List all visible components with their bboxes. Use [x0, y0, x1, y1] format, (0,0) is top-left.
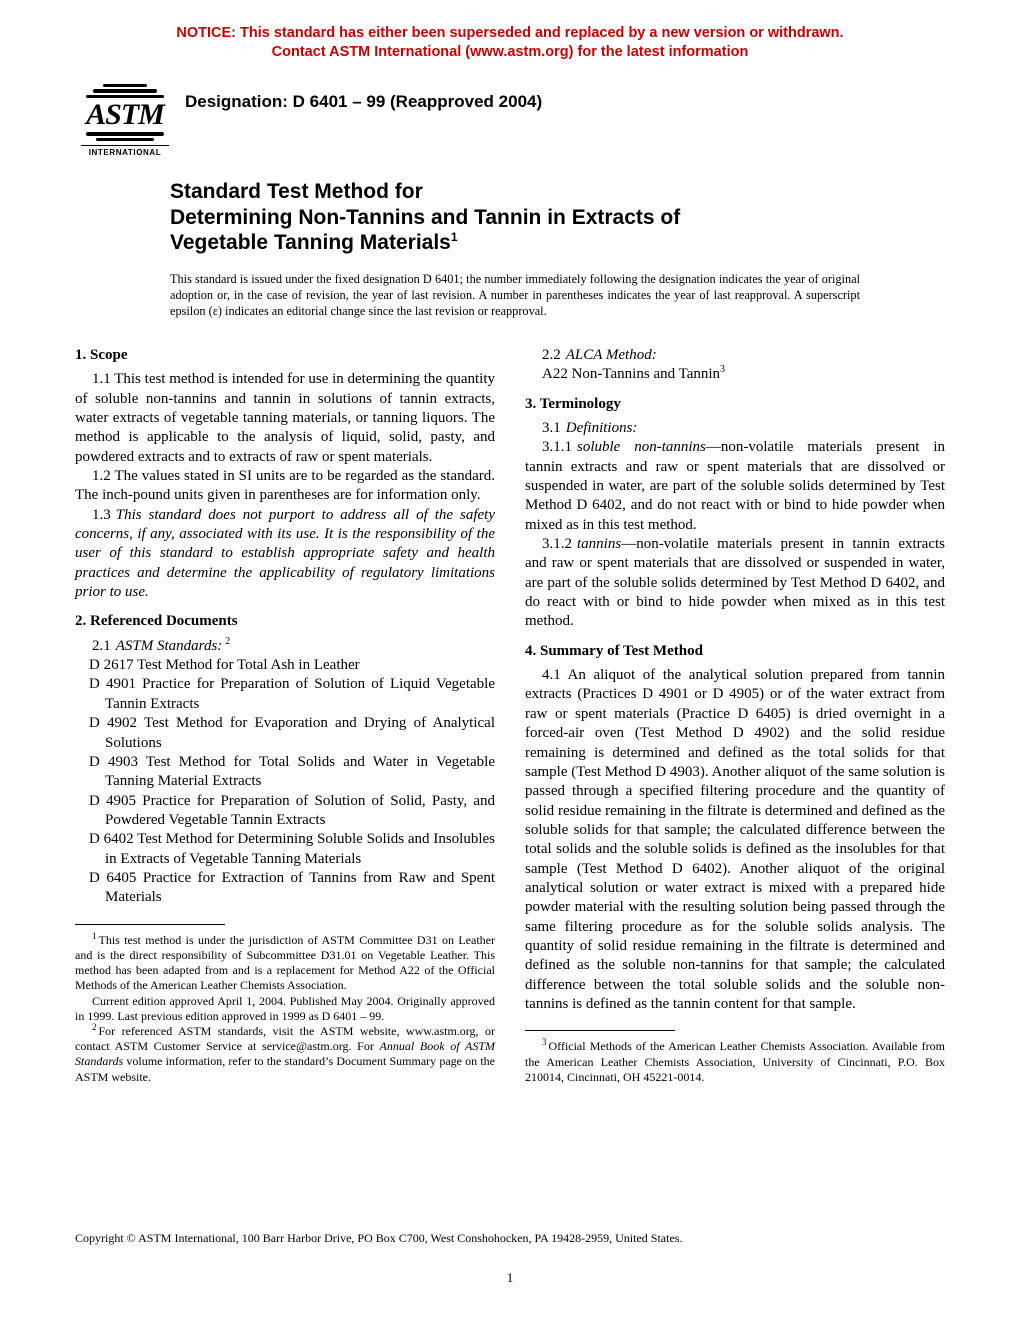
list-item: D 4902 Test Method for Evaporation and Drying of Analytical Solutions [89, 715, 495, 751]
copyright-line: Copyright © ASTM International, 100 Barr Harbor Drive, PO Box C700, West Conshohocken, PA 19428-2959, United States. [75, 1231, 683, 1245]
astm-logo [81, 82, 169, 158]
definition-tannins [525, 535, 945, 632]
document-header [75, 82, 945, 158]
paragraph-2-2 [525, 346, 945, 365]
footnote-edition-text: Current edition approved April 1, 2004. Published May 2004. Originally approved in 1999. Last previous edition approved in 1999 as D 6401 – 99. [75, 993, 495, 1023]
footnote-marker-1: 1 [92, 930, 97, 941]
list-item: D 4905 Practice for Preparation of Solution of Solid, Pasty, and Powdered Vegetable Tannin Extracts [89, 792, 495, 828]
definition-soluble-non-tannins [525, 438, 945, 535]
list-item: D 6405 Practice for Extraction of Tannins from Raw and Spent Materials [89, 869, 495, 906]
title-line2: Determining Non-Tannins and Tannin in Extracts of [170, 205, 681, 229]
notice-line1: NOTICE: This standard has either been superseded and replaced by a new version or withdrawn. [176, 25, 844, 41]
supersession-notice [75, 24, 945, 62]
footnote-divider [75, 924, 225, 925]
alca-item-text: A22 Non-Tannins and Tannin [542, 366, 721, 383]
paragraph-number: 1.3 [92, 506, 111, 523]
issued-note: This standard is issued under the fixed designation D 6401; the number immediately following the designation indicates the year of original adoption or, in the case of revision, the year of last revision. A number in parentheses indicates the year of last reapproval. A superscript epsilon (ε) indicates an editorial change since the last revision or reapproval. [170, 272, 860, 318]
astm-standards-list [75, 656, 495, 907]
section-heading-terminology: 3. Terminology [525, 395, 621, 412]
document-title [170, 179, 945, 256]
footnote-1-text: This test method is under the jurisdiction of ASTM Committee D31 on Leather and is the direct responsibility of Subcommittee D31.01 on Vegetable Leather. This method has been adapted from and is a replacement for Method A22 of the Official Methods of the American Leather Chemists Association. [75, 932, 495, 993]
footnote-divider [525, 1030, 675, 1031]
notice-line2: Contact ASTM International (www.astm.org) for the latest information [271, 43, 749, 60]
page-number: 1 [506, 1270, 514, 1285]
footnote-3-text: Official Methods of the American Leather Chemists Association. Available from the American Leather Chemists Association, University of Cincinnati, P.O. Box 210014, Cincinnati, OH 45221-0014. [525, 1039, 945, 1084]
title-line3 [170, 230, 945, 256]
footnote-ref-3: 3 [720, 364, 726, 376]
defined-term: soluble non-tannins [577, 439, 706, 456]
section-heading-scope: 1. Scope [75, 346, 128, 363]
paragraph-number: 2.2 [542, 346, 561, 363]
list-item: D 2617 Test Method for Total Ash in Leather [89, 657, 360, 674]
paragraph-3-1 [525, 419, 945, 438]
title-line3-text: Vegetable Tanning Materials [170, 231, 451, 255]
footnote-2-text-a: For referenced ASTM standards, visit the ASTM website, www.astm.org, or contact ASTM Customer Service at service@astm.org. For [75, 1024, 495, 1054]
paragraph-number: 3.1 [542, 420, 561, 436]
footnote-1 [75, 930, 495, 994]
paragraph-1-1: 1.1 This test method is intended for use in determining the quantity of soluble non-tannins and tannin in solutions of tannin extracts, water extracts of vegetable tanning materials, or tanning liquors. The method is applicable to the analysis of liquid, solid, pasty, and powdered extracts and to extracts of raw or spent materials. [75, 371, 495, 465]
logo-stripes-top-icon [81, 84, 169, 99]
footnote-edition [75, 994, 495, 1024]
footnote-3 [525, 1039, 945, 1085]
list-item: D 6402 Test Method for Determining Soluble Solids and Insolubles in Extracts of Vegetable Tanning Materials [89, 831, 495, 867]
footnote-marker-3: 3 [542, 1037, 547, 1048]
paragraph-4-1: 4.1 An aliquot of the analytical solution prepared from tannin extracts (Practices D 4901 or D 4905) or of the water extract from raw or spent materials (Practice D 6405) is dried overnight in a forced-air oven (Test Method D 4902) and the solid residue remaining is determined and defined as the total solids for that sample (Test Method D 4903). Another aliquot of the same solution is passed through a specified filtering procedure and the quantity of solid residue remaining in the filtrate is determined and defined as the soluble solids for that sample; the calculated difference between the total solids and the soluble solids is defined as the insolubles for that sample (Test Method D 6402). Another aliquot of the original analytical solution or water extract is mixed with a prepared hide powder material with the resulting solution being passed through the same filtering procedure as for the soluble solids analysis. The quantity of solid residue remaining in the filtrate is determined and defined as the soluble non-tannins for that sample; the calculated difference between the total soluble solids and the soluble non-tannins is defined as the tannin content for that sample. [525, 667, 945, 1012]
right-column [525, 346, 945, 1085]
list-item: D 4901 Practice for Preparation of Solution of Liquid Vegetable Tannin Extracts [89, 676, 495, 712]
logo-subtitle: INTERNATIONAL [81, 145, 169, 157]
definition-text: —non-volatile materials present in tannin extracts and raw or spent materials that are dissolved or suspended in water, are part of the soluble solids determined by Test Method D 6402, and do not react with or bind to hide powder when mixed as in this test method. [525, 439, 945, 533]
paragraph-number: 3.1.2 [542, 536, 572, 553]
footnote-2 [75, 1024, 495, 1085]
paragraph-2-1 [75, 637, 495, 656]
alca-method-label: ALCA Method: [565, 346, 657, 363]
footnote-2-text-b: volume information, refer to the standard’s Document Summary page on the ASTM website. [75, 1054, 495, 1084]
footnote-2-book-title: Annual Book of ASTM Standards [75, 1039, 496, 1069]
footnote-ref-2: 2 [225, 635, 231, 647]
defined-term: tannins [577, 536, 622, 553]
paragraph-number: 2.1 [92, 637, 111, 654]
list-item: D 4903 Test Method for Total Solids and Water in Vegetable Tanning Material Extracts [89, 753, 495, 790]
two-column-body [75, 346, 945, 1085]
section-heading-referenced-documents: 2. Referenced Documents [75, 613, 238, 630]
definition-text: —non-volatile materials present in tannin extracts and raw or spent materials that are dissolved or suspended in water, are part of the soluble solids determined by Test Method D 6402, and do react with or bind to hide powder when mixed as in this test method. [525, 536, 945, 630]
definitions-label: Definitions: [565, 420, 638, 436]
designation: Designation: D 6401 – 99 (Reapproved 2004) [185, 91, 543, 111]
title-line1: Standard Test Method for [170, 180, 423, 204]
section-heading-summary: 4. Summary of Test Method [525, 642, 703, 659]
paragraph-number: 3.1.1 [542, 439, 572, 456]
title-footnote-ref: 1 [450, 230, 458, 245]
alca-method-item [525, 365, 945, 384]
logo-stripes-bottom-icon [81, 132, 169, 141]
footnote-marker-2: 2 [92, 1022, 97, 1032]
logo-text: ASTM [86, 98, 164, 132]
left-column [75, 346, 495, 1085]
paragraph-1-2: 1.2 The values stated in SI units are to be regarded as the standard. The inch-pound units given in parentheses are for information only. [75, 468, 495, 504]
astm-standards-label: ASTM Standards: [115, 637, 223, 654]
paragraph-1-3-text: This standard does not purport to address all of the safety concerns, if any, associated with its use. It is the responsibility of the user of this standard to establish appropriate safety and health practices and determine the applicability of regulatory limitations prior to use. [75, 506, 495, 601]
paragraph-1-3 [75, 506, 495, 603]
